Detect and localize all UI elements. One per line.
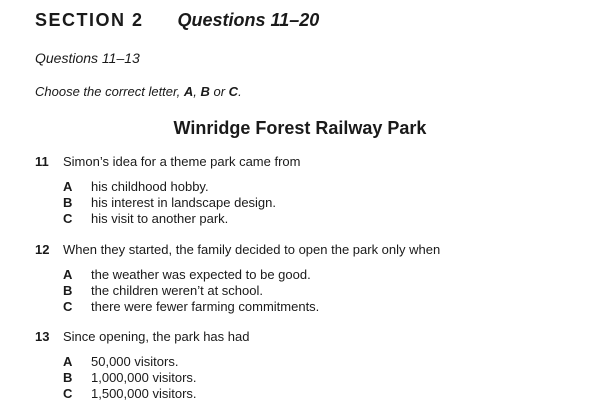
option-letter: A xyxy=(63,179,73,194)
option-c[interactable] xyxy=(63,386,595,402)
option-letter: A xyxy=(63,267,73,282)
option-b[interactable] xyxy=(63,195,595,211)
option-a[interactable] xyxy=(63,267,595,283)
option-letter: C xyxy=(63,211,73,226)
question-number: 13 xyxy=(35,329,50,344)
option-letter: C xyxy=(63,299,73,314)
question-text: Simon’s idea for a theme park came from xyxy=(63,154,301,169)
option-a[interactable] xyxy=(63,179,595,195)
option-text: the weather was expected to be good. xyxy=(91,267,311,282)
question-stem xyxy=(35,153,595,171)
option-a[interactable] xyxy=(63,354,595,370)
question-text: Since opening, the park has had xyxy=(63,329,250,344)
instruction-separator: or xyxy=(209,84,229,99)
option-b[interactable] xyxy=(63,370,595,386)
instruction-suffix: . xyxy=(238,84,242,99)
section-label: SECTION 2 xyxy=(35,10,144,30)
question-12 xyxy=(35,241,595,315)
option-text: his childhood hobby. xyxy=(91,179,209,194)
instruction-letter-b: B xyxy=(200,84,210,99)
option-c[interactable] xyxy=(63,211,595,227)
section-header xyxy=(35,10,319,36)
instruction-separator: , xyxy=(193,84,201,99)
option-letter: B xyxy=(63,195,73,210)
option-letter: A xyxy=(63,354,73,369)
question-group-heading: Questions 11–13 xyxy=(35,50,140,66)
instruction-text xyxy=(35,84,242,99)
option-text: there were fewer farming commitments. xyxy=(91,299,320,314)
option-text: 50,000 visitors. xyxy=(91,354,179,369)
question-11 xyxy=(35,153,595,227)
document-title: Winridge Forest Railway Park xyxy=(173,118,427,138)
answer-options xyxy=(63,354,595,402)
option-b[interactable] xyxy=(63,283,595,299)
question-stem xyxy=(35,328,595,346)
option-letter: C xyxy=(63,386,73,401)
question-number: 11 xyxy=(35,154,49,169)
option-text: the children weren’t at school. xyxy=(91,283,263,298)
option-text: 1,500,000 visitors. xyxy=(91,386,197,401)
answer-options xyxy=(63,179,595,227)
question-13 xyxy=(35,328,595,402)
answer-options xyxy=(63,267,595,315)
option-letter: B xyxy=(63,283,73,298)
option-text: 1,000,000 visitors. xyxy=(91,370,197,385)
option-c[interactable] xyxy=(63,299,595,315)
question-text: When they started, the family decided to open the park only when xyxy=(63,242,441,257)
instruction-letter-c: C xyxy=(228,84,239,99)
instruction-letter-a: A xyxy=(183,84,194,99)
question-number: 12 xyxy=(35,242,50,257)
option-letter: B xyxy=(63,370,73,385)
question-stem xyxy=(35,241,595,259)
instruction-prefix: Choose the correct letter, xyxy=(35,84,184,99)
option-text: his visit to another park. xyxy=(91,211,229,226)
section-questions-range: Questions 11–20 xyxy=(177,10,320,30)
option-text: his interest in landscape design. xyxy=(91,195,277,210)
